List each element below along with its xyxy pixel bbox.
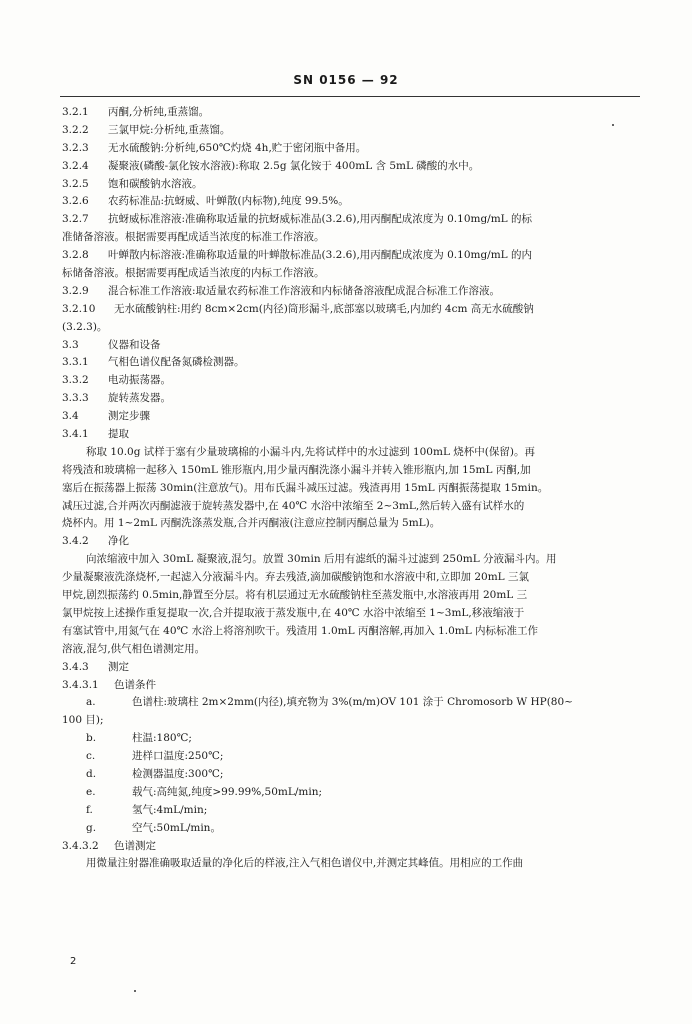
section-number: 3.2.4 (62, 159, 89, 172)
line-text: 提取 (108, 428, 129, 441)
text-line (62, 229, 634, 247)
text-line (62, 122, 634, 140)
document-body (62, 104, 634, 873)
text-line (62, 802, 634, 820)
page-number: 2 (70, 956, 77, 967)
line-text: 空气:50mL/min。 (132, 821, 221, 834)
section-number: 3.2.3 (62, 141, 89, 154)
line-text: 叶蝉散内标溶液:准确称取适量的叶蝉散标准品(3.2.6),用丙酮配成浓度为 0.10mg/mL 的内 (108, 249, 532, 262)
line-text: 标储备溶液。根据需要再配成适当浓度的内标工作溶液。 (62, 267, 325, 280)
line-text: 电动振荡器。 (108, 374, 171, 387)
text-line (62, 838, 634, 856)
text-line (62, 390, 634, 408)
text-line (62, 641, 634, 659)
section-number: 3.2.6 (62, 195, 89, 208)
section-number: 3.3.3 (62, 392, 89, 405)
text-line (62, 659, 634, 677)
text-line (62, 426, 634, 444)
text-line (62, 408, 634, 426)
text-line (62, 480, 634, 498)
line-text: 有塞试管中,用氮气在 40℃ 水浴上将溶剂吹干。残渣用 1.0mL 丙酮溶解,再加入 1.0mL 内标标准工作 (62, 624, 539, 637)
text-line (62, 515, 634, 533)
line-text: 凝聚液(磷酸-氯化铵水溶液):称取 2.5g 氯化铵于 400mL 含 5mL 磷酸的水中。 (108, 159, 480, 172)
text-line (62, 444, 634, 462)
line-text: 农药标准品:抗蚜威、叶蝉散(内标物),纯度 99.5%。 (108, 195, 349, 208)
line-text: 称取 10.0g 试样于塞有少量玻璃棉的小漏斗内,先将试样中的水过滤到 100mL 烧杯中(保留)。再 (86, 445, 535, 458)
text-line (62, 301, 634, 319)
text-line (62, 158, 634, 176)
section-number: 3.4.2 (62, 535, 89, 548)
line-text: 减压过滤,合并两次丙酮滤液于旋转蒸发器中,在 40℃ 水浴中浓缩至 2~3mL,然后转入盛有试样水的 (62, 499, 525, 512)
text-line (62, 462, 634, 480)
section-number: 3.2.1 (62, 106, 89, 118)
line-text: 丙酮,分析纯,重蒸馏。 (108, 106, 210, 118)
line-text: 溶液,混匀,供气相色谱测定用。 (62, 642, 206, 655)
text-line (62, 587, 634, 605)
line-text: 氯甲烷按上述操作重复提取一次,合并提取液于蒸发瓶中,在 40℃ 水浴中浓缩至 1~3mL,移液缩液于 (62, 606, 525, 619)
text-line (62, 283, 634, 301)
text-line (62, 265, 634, 283)
line-text: 进样口温度:250℃; (132, 750, 224, 763)
text-line (62, 855, 634, 873)
header-rule (60, 96, 640, 97)
section-number: 3.4.3.2 (62, 839, 99, 852)
line-text: 测定步骤 (108, 410, 150, 423)
line-text: 气相色谱仪配备氮磷检测器。 (108, 356, 245, 369)
line-text: 向浓缩液中加入 30mL 凝聚液,混匀。放置 30min 后用有滤纸的漏斗过滤到 250mL 分液漏斗内。用 (86, 553, 557, 566)
section-number: f. (86, 803, 93, 816)
text-line (62, 694, 634, 712)
line-text: 甲烷,剧烈振荡约 0.5min,静置至分层。将有机层通过无水硫酸钠柱至蒸发瓶中,水溶液再用 20mL 三 (62, 589, 528, 602)
line-text: 塞后在振荡器上振荡 30min(注意放气)。用布氏漏斗减压过滤。残渣再用 15mL 丙酮振荡提取 15min。 (62, 481, 549, 494)
line-text: 柱温:180℃; (132, 732, 192, 745)
text-line (62, 748, 634, 766)
text-line (62, 140, 634, 158)
section-number: 3.2.10 (62, 302, 96, 315)
text-line (62, 337, 634, 355)
line-text: 测定 (108, 660, 129, 673)
text-line (62, 820, 634, 838)
section-number: 3.2.7 (62, 213, 89, 226)
line-text: 无水硫酸钠:分析纯,650℃灼烧 4h,贮于密闭瓶中备用。 (108, 141, 367, 154)
section-number: 3.4.3 (62, 660, 89, 673)
section-number: 3.4.3.1 (62, 678, 99, 691)
text-line (62, 176, 634, 194)
line-text: 仪器和设备 (108, 338, 161, 351)
line-text: 少量凝聚液洗涤烧杯,一起滤入分液漏斗内。弃去残渣,滴加碳酸钠饱和水溶液中和,立即加 20mL 三氯 (62, 571, 529, 584)
text-line (62, 712, 634, 730)
section-number: a. (86, 696, 96, 709)
section-number: 3.2.8 (62, 249, 89, 262)
section-number: b. (86, 732, 97, 745)
line-text: 色谱测定 (114, 839, 156, 852)
line-text: 饱和碳酸钠水溶液。 (108, 177, 203, 190)
section-number: 3.4.1 (62, 428, 89, 441)
line-text: 净化 (108, 535, 129, 548)
text-line (62, 623, 634, 641)
text-line (62, 677, 634, 695)
text-line (62, 605, 634, 623)
line-text: 将残渣和玻璃棉一起移入 150mL 锥形瓶内,用少量丙酮洗涤小漏斗并转入锥形瓶内,加 15mL 丙酮,加 (62, 463, 531, 476)
scan-speck (612, 124, 614, 126)
text-line (62, 766, 634, 784)
line-text: 三氯甲烷:分析纯,重蒸馏。 (108, 123, 231, 136)
text-line (62, 551, 634, 569)
line-text: 色谱条件 (114, 678, 156, 691)
section-number: 3.3 (62, 338, 79, 351)
line-text: 抗蚜威标准溶液:准确称取适量的抗蚜威标准品(3.2.6),用丙酮配成浓度为 0.10mg/mL 的标 (108, 213, 532, 226)
section-number: c. (86, 750, 96, 763)
text-line (62, 569, 634, 587)
line-text: (3.2.3)。 (62, 320, 108, 333)
text-line (62, 193, 634, 211)
line-text: 100 目); (62, 714, 104, 727)
line-text: 检测器温度:300℃; (132, 767, 224, 780)
text-line (62, 211, 634, 229)
text-line (62, 354, 634, 372)
section-number: g. (86, 821, 97, 834)
section-number: 3.3.2 (62, 374, 89, 387)
text-line (62, 372, 634, 390)
section-number: 3.2.9 (62, 284, 89, 297)
line-text: 色谱柱:玻璃柱 2m×2mm(内径),填充物为 3%(m/m)OV 101 涂于 Chromosorb W HP(80~ (132, 696, 573, 709)
text-line (62, 784, 634, 802)
text-line (62, 247, 634, 265)
line-text: 氢气:4mL/min; (132, 803, 208, 816)
scan-speck (134, 990, 136, 992)
document-code-header: SN 0156 — 92 (293, 73, 399, 87)
text-line (62, 533, 634, 551)
section-number: d. (86, 767, 97, 780)
line-text: 载气:高纯氮,纯度>99.99%,50mL/min; (132, 785, 322, 798)
line-text: 烧杯内。用 1~2mL 丙酮洗涤蒸发瓶,合并丙酮液(注意应控制丙酮总量为 5mL)。 (62, 517, 441, 530)
section-number: e. (86, 785, 96, 798)
section-number: 3.2.2 (62, 123, 89, 136)
line-text: 混合标准工作溶液:取适量农药标准工作溶液和内标储备溶液配成混合标准工作溶液。 (108, 284, 501, 297)
text-line (62, 319, 634, 337)
section-number: 3.2.5 (62, 177, 89, 190)
text-line (62, 498, 634, 516)
section-number: 3.3.1 (62, 356, 89, 369)
text-line (62, 104, 634, 122)
line-text: 旋转蒸发器。 (108, 392, 171, 405)
text-line (62, 730, 634, 748)
section-number: 3.4 (62, 410, 79, 423)
line-text: 用微量注射器准确吸取适量的净化后的样液,注入气相色谱仪中,并测定其峰值。用相应的工作曲 (86, 857, 524, 870)
line-text: 准储备溶液。根据需要再配成适当浓度的标准工作溶液。 (62, 231, 325, 244)
line-text: 无水硫酸钠柱:用约 8cm×2cm(内径)筒形漏斗,底部塞以玻璃毛,内加约 4cm 高无水硫酸钠 (114, 302, 534, 315)
